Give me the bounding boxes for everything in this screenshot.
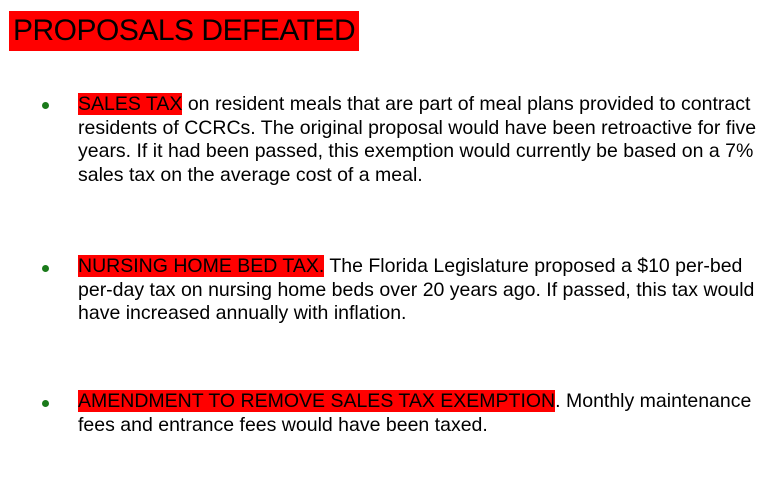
item-highlight: AMENDMENT TO REMOVE SALES TAX EXEMPTION bbox=[78, 390, 556, 412]
item-highlight: NURSING HOME BED TAX. bbox=[78, 255, 325, 277]
list-item bbox=[78, 93, 758, 187]
item-text: The Florida Legislature proposed a $10 per-bed per-day tax on nursing home beds over 20 years ago. If passed, this tax would have increased annually with inflation. bbox=[78, 255, 755, 324]
bullet-icon bbox=[42, 265, 49, 272]
bullet-icon bbox=[42, 400, 49, 407]
item-text: . Monthly maintenance fees and entrance fees would have been taxed. bbox=[78, 390, 752, 436]
list-item bbox=[78, 390, 758, 437]
item-text: on resident meals that are part of meal plans provided to contract residents of CCRCs. The original proposal would have been retroactive for five years. If it had been passed, this exemption would currently be based on a 7% sales tax on the average cost of a meal. bbox=[78, 93, 757, 186]
item-highlight: SALES TAX bbox=[78, 93, 183, 115]
page-title: PROPOSALS DEFEATED bbox=[9, 11, 359, 51]
bullet-icon bbox=[42, 102, 49, 109]
list-item bbox=[78, 255, 758, 326]
